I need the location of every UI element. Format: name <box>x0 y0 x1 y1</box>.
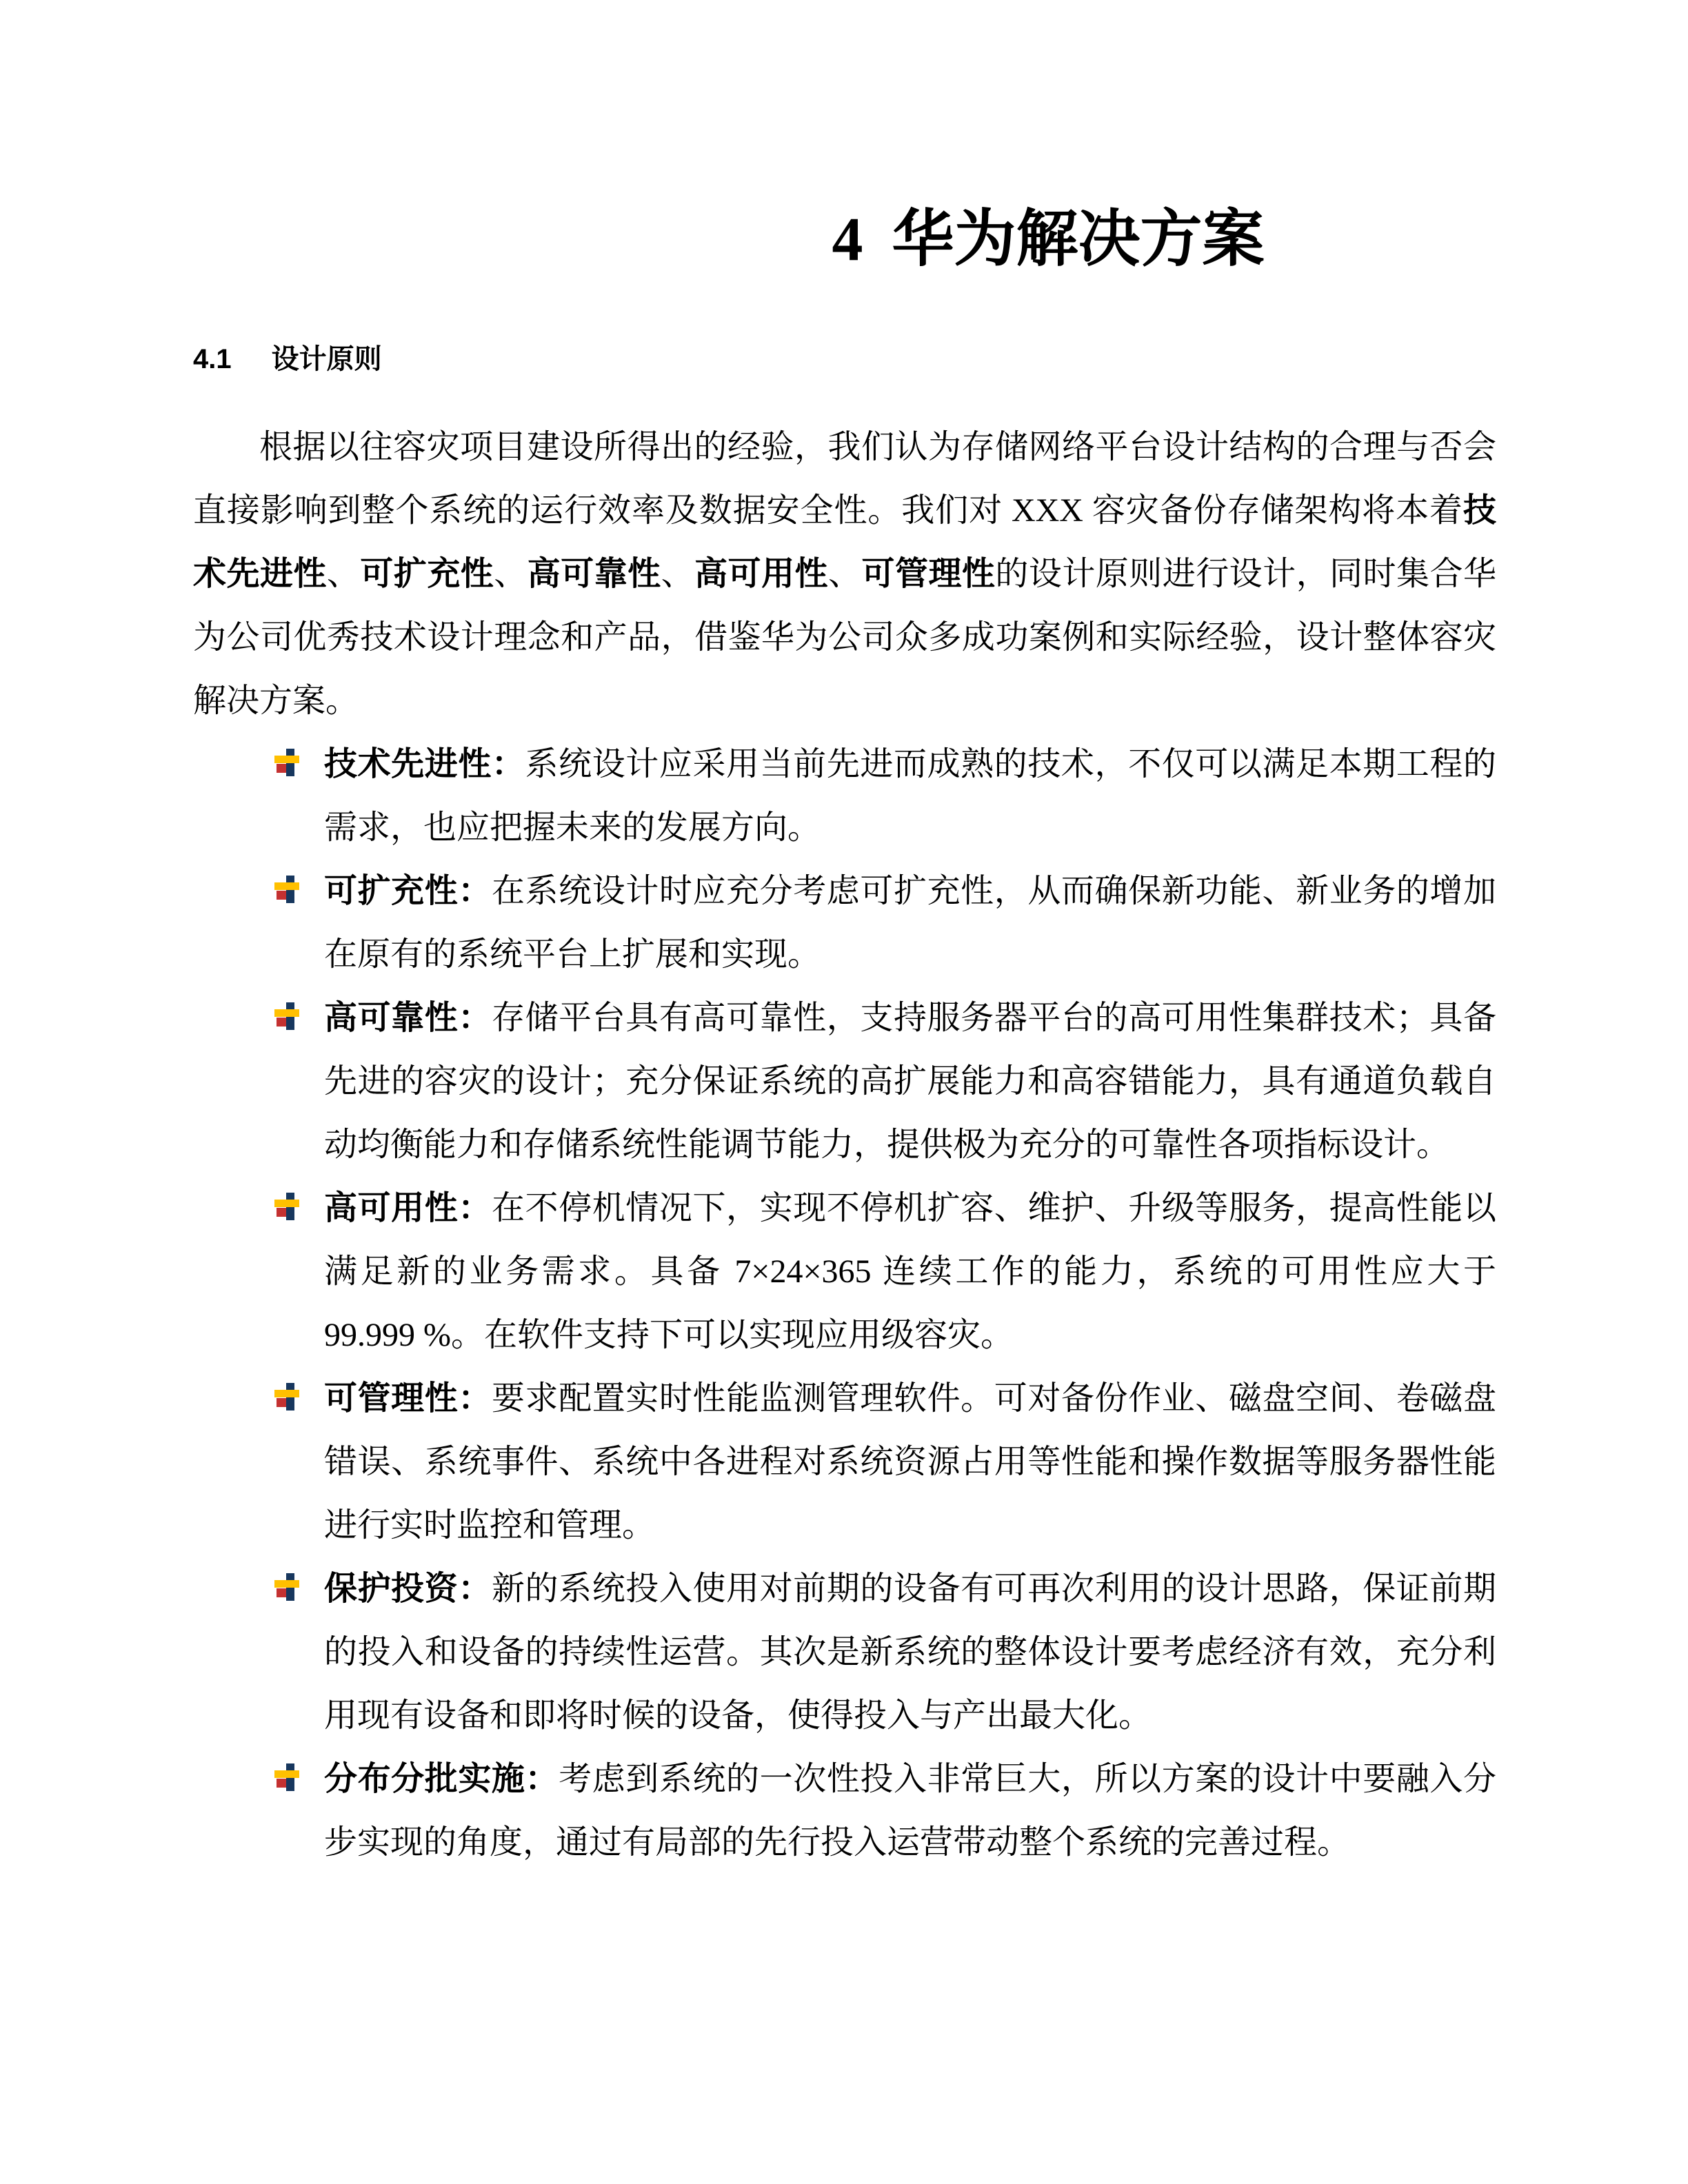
principle-list-item <box>193 860 1496 987</box>
intro-bold-term: 技术先进性 <box>193 492 1496 592</box>
principle-body: 系统设计应采用当前先进而成熟的技术，不仅可以满足本期工程的需求，也应把握未来的发展方向。 <box>324 745 1496 846</box>
colored-block-bullet-icon <box>273 1573 305 1604</box>
principle-body: 存储平台具有高可靠性，支持服务器平台的高可用性集群技术；具备先进的容灾的设计；充分保证系统的高扩展能力和高容错能力，具有通道负载自动均衡能力和存储系统性能调节能力，提供极为充分的可靠性各项指标设计。 <box>324 999 1496 1163</box>
principle-term: 可扩充性： <box>324 872 492 909</box>
principle-list-item <box>193 733 1496 860</box>
principle-term: 高可靠性： <box>324 999 492 1036</box>
intro-text-segment: 、 <box>828 555 862 592</box>
chapter-title <box>193 201 1496 279</box>
principle-term: 高可用性： <box>324 1189 492 1226</box>
principles-list <box>193 733 1496 1874</box>
intro-text-segment: 的设计原则进行设计，同时集合华为公司优秀技术设计理念和产品，借鉴华为公司众多成功案例和实际经验，设计整体容灾解决方案。 <box>193 555 1496 719</box>
section-heading <box>193 343 1496 376</box>
principle-term: 技术先进性： <box>324 745 525 782</box>
principle-body: 新的系统投入使用对前期的设备有可再次利用的设计思路，保证前期的投入和设备的持续性运营。其次是新系统的整体设计要考虑经济有效，充分利用现有设备和即将时候的设备，使得投入与产出最大化。 <box>324 1570 1496 1734</box>
intro-text-segment: 根据以往容灾项目建设所得出的经验，我们认为存储网络平台设计结构的合理与否会直接影响到整个系统的运行效率及数据安全性。我们对 XXX 容灾备份存储架构将本着 <box>193 428 1496 529</box>
section-number: 4.1 <box>193 343 232 374</box>
colored-block-bullet-icon <box>273 1192 305 1224</box>
chapter-number: 4 <box>832 205 863 274</box>
principle-body: 在系统设计时应充分考虑可扩充性，从而确保新功能、新业务的增加在原有的系统平台上扩展和实现。 <box>324 872 1496 973</box>
principle-term: 分布分批实施： <box>324 1760 559 1797</box>
section-heading-text: 设计原则 <box>271 343 382 374</box>
chapter-title-text: 华为解决方案 <box>892 205 1265 274</box>
principle-list-item <box>193 987 1496 1177</box>
colored-block-bullet-icon <box>273 1763 305 1794</box>
intro-paragraph <box>193 416 1496 733</box>
principle-term: 保护投资： <box>324 1570 492 1607</box>
intro-text-segment: 、 <box>326 555 361 592</box>
colored-block-bullet-icon <box>273 748 305 780</box>
intro-bold-term: 可管理性 <box>861 555 996 592</box>
intro-text-segment: 、 <box>494 555 528 592</box>
principle-body: 要求配置实时性能监测管理软件。可对备份作业、磁盘空间、卷磁盘错误、系统事件、系统中各进程对系统资源占用等性能和操作数据等服务器性能进行实时监控和管理。 <box>324 1379 1496 1544</box>
principle-list-item <box>193 1367 1496 1557</box>
colored-block-bullet-icon <box>273 1382 305 1414</box>
colored-block-bullet-icon <box>273 875 305 907</box>
principle-list-item <box>193 1557 1496 1748</box>
principle-body: 在不停机情况下，实现不停机扩容、维护、升级等服务，提高性能以满足新的业务需求。具备 7×24×365 连续工作的能力，系统的可用性应大于 99.999 %。在软件支持下可以实现应用级容灾。 <box>324 1189 1496 1353</box>
intro-bold-term: 高可靠性 <box>527 555 661 592</box>
colored-block-bullet-icon <box>273 1002 305 1033</box>
principle-term: 可管理性： <box>324 1379 492 1417</box>
principle-list-item <box>193 1748 1496 1874</box>
principle-list-item <box>193 1177 1496 1367</box>
principle-body: 考虑到系统的一次性投入非常巨大，所以方案的设计中要融入分步实现的角度，通过有局部的先行投入运营带动整个系统的完善过程。 <box>324 1760 1496 1861</box>
intro-bold-term: 可扩充性 <box>360 555 494 592</box>
intro-bold-term: 高可用性 <box>694 555 829 592</box>
intro-text-segment: 、 <box>661 555 695 592</box>
